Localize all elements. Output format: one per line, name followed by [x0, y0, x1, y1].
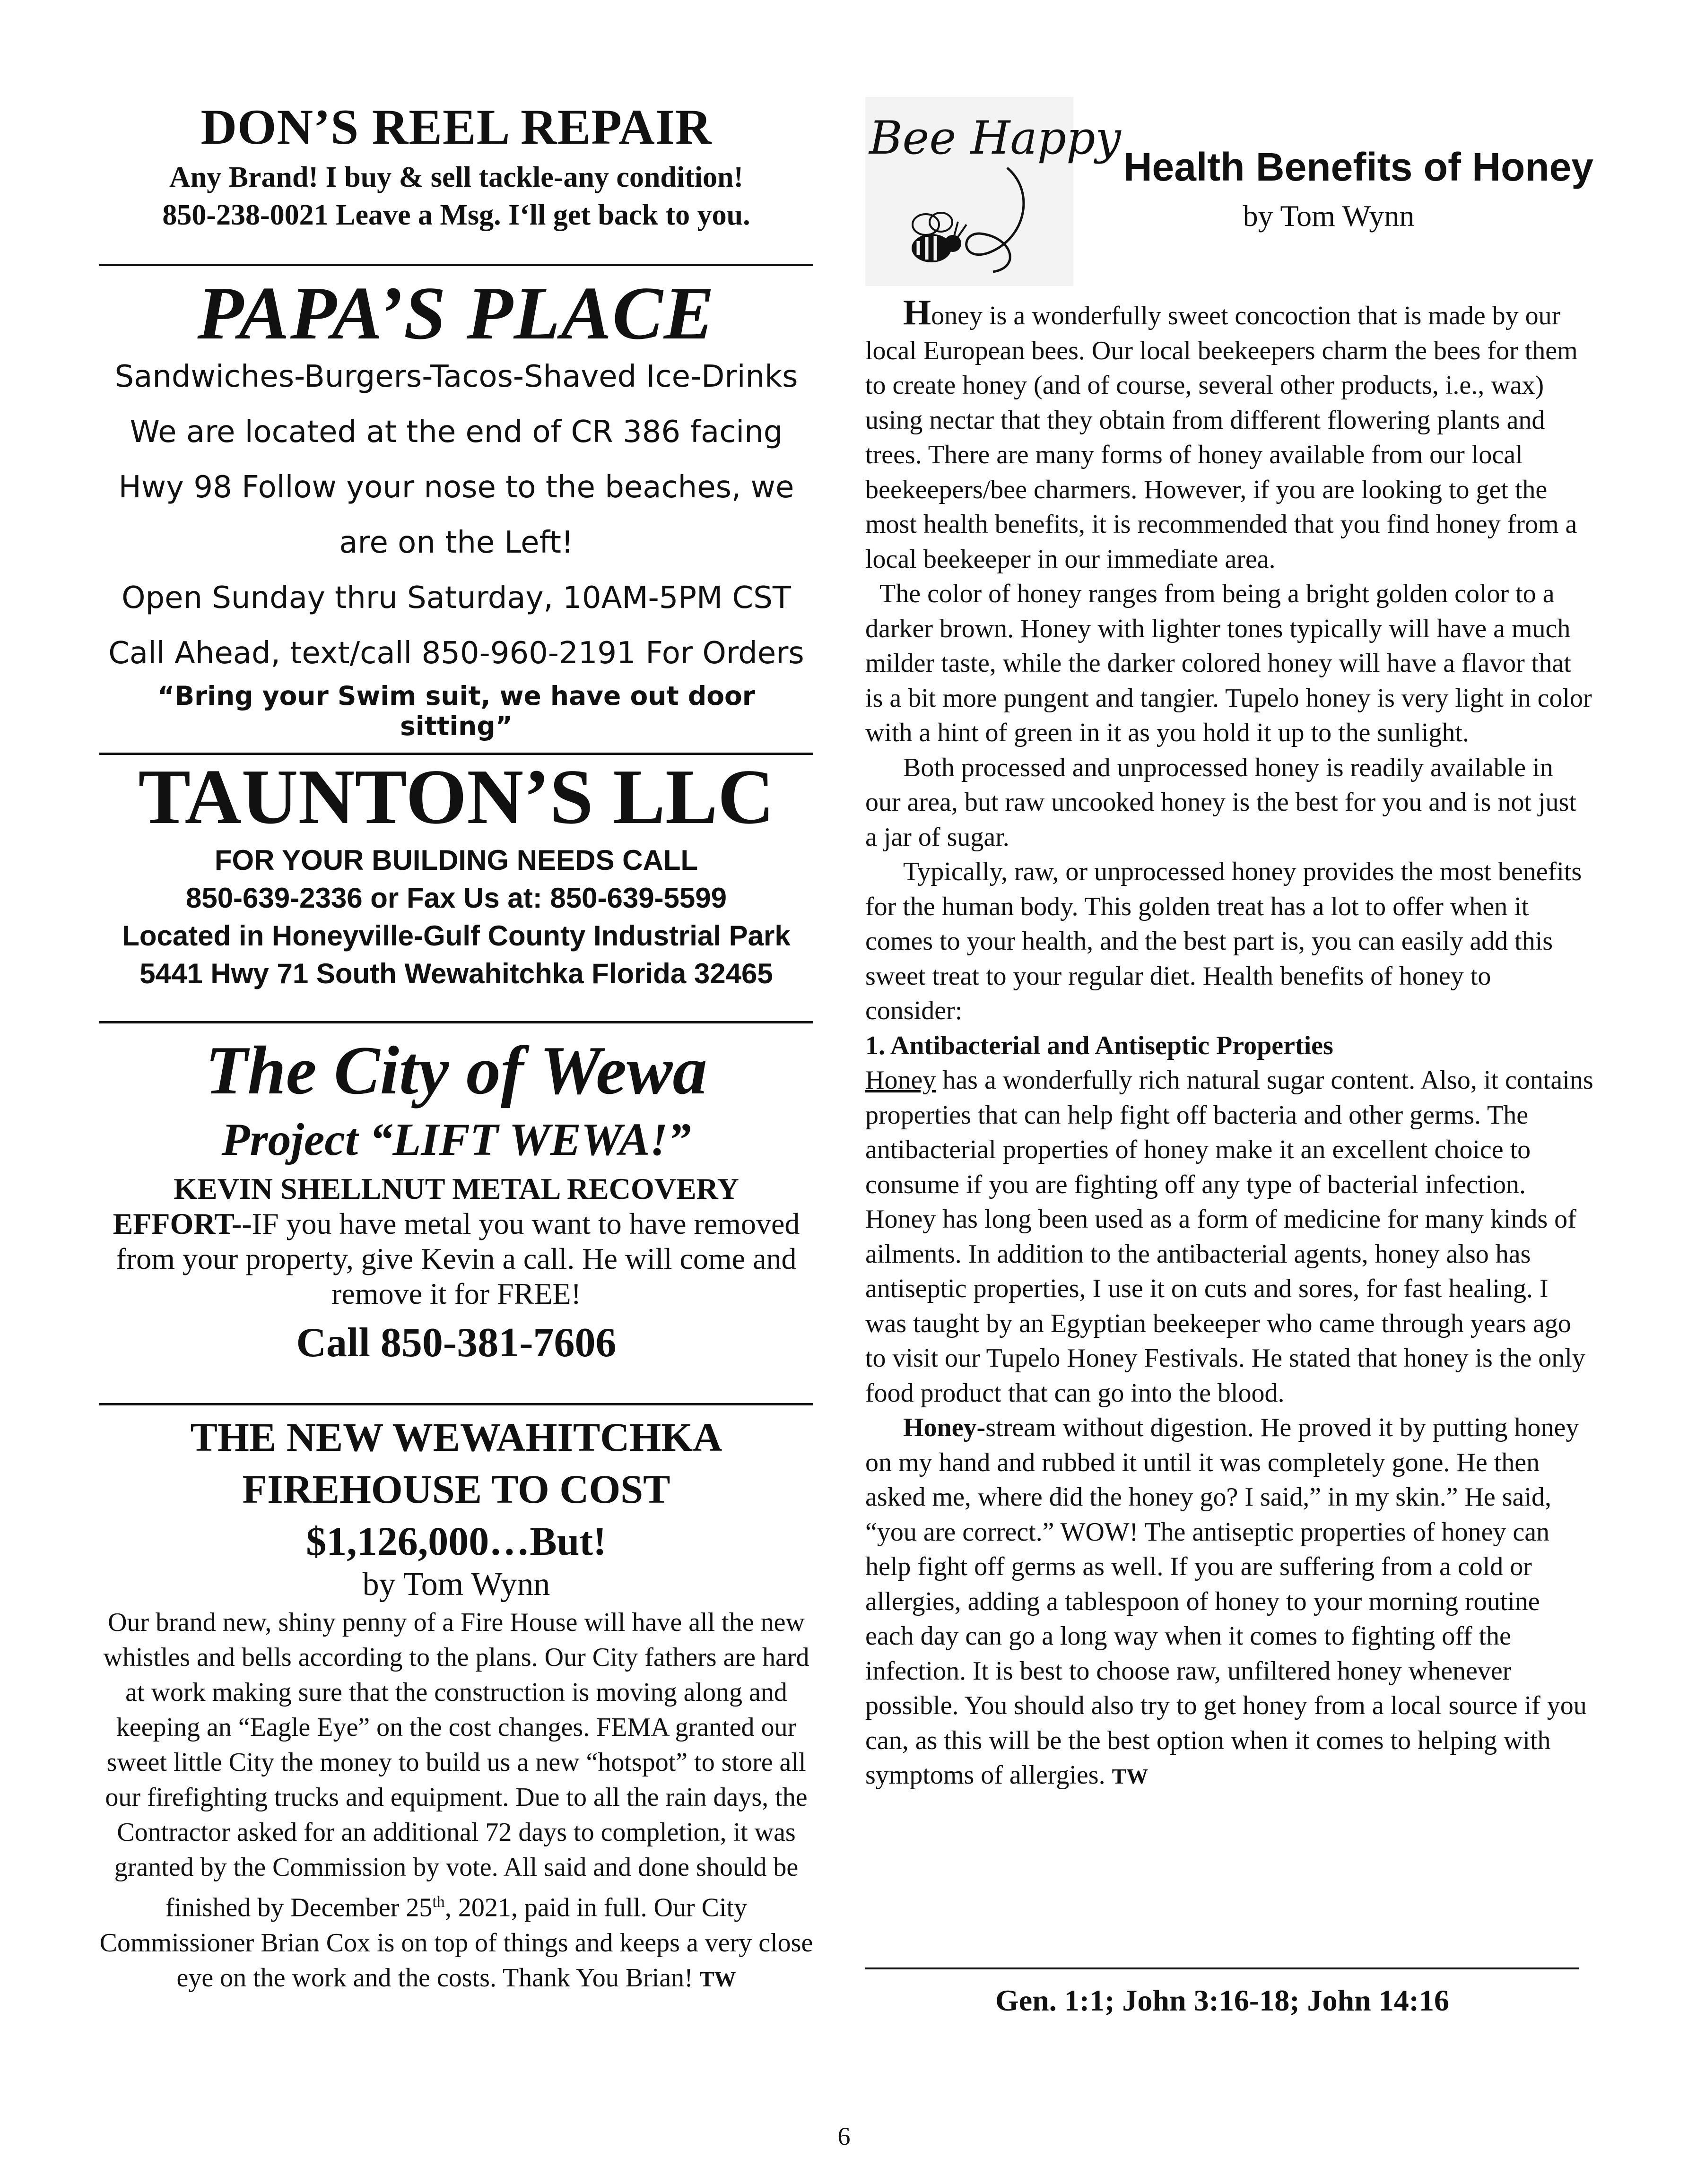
bee-happy-logo: [865, 97, 1121, 286]
article-paragraph-6: [865, 1411, 1593, 1794]
firehouse-byline: by Tom Wynn: [362, 1566, 550, 1603]
article-paragraph-5-text: has a wonderfully rich natural sugar content. Also, it contains properties that can help fight off bacteria and other germs. The antibacterial properties of honey make it an excellent choice to consume if you are fighting off any type of bacterial infection. Honey has long been used as a form of medicine for many kinds of ailments. In addition to the antibacterial agents, honey also has antiseptic properties, I use it on cuts and sores, for fast healing. I was taught by an Egyptian beekeeper who came through years ago to visit our Tupelo Honey Festivals. He stated that honey is the only food product that can go into the blood.: [865, 1066, 1593, 1408]
ordinal-suffix: th: [432, 1893, 445, 1911]
article-paragraph-2: The color of honey ranges from being a bright golden color to a darker brown. Honey with lighter tones typically will have a much milder taste, while the darker colored honey will have a flavor that is a bit more pungent and tangier. Tupelo honey is very light in color with a hint of green in it as you hold it up to the sunlight.: [865, 579, 1592, 747]
firehouse-headline-line-1: THE NEW WEWAHITCHKA: [190, 1414, 722, 1460]
metal-recovery-lead: KEVIN SHELLNUT METAL RECOVERY EFFORT--: [113, 1172, 739, 1240]
tauntons-llc-title: TAUNTON’S LLC: [138, 753, 774, 840]
taunton-line-3: Located in Honeyville-Gulf County Industrial Park: [122, 920, 791, 952]
city-of-wewa-title: The City of Wewa: [205, 1032, 707, 1109]
logo-text: Bee Happy: [869, 112, 1121, 165]
taunton-line-4: 5441 Hwy 71 South Wewahitchka Florida 32465: [139, 958, 773, 989]
article-subheading: 1. Antibacterial and Antiseptic Properties: [865, 1031, 1333, 1060]
taunton-line-1: FOR YOUR BUILDING NEEDS CALL: [214, 844, 698, 876]
papa-quote: “Bring your Swim suit, we have out door sitting”: [157, 681, 755, 741]
papa-line-3: Hwy 98 Follow your nose to the beaches, we: [118, 470, 794, 505]
article-paragraph-1: [865, 295, 1593, 577]
article-title: Health Benefits of Honey: [1123, 145, 1593, 189]
author-initials: TW: [699, 1967, 736, 1991]
firehouse-body-part-1: Our brand new, shiny penny of a Fire House will have all the new whistles and bells according to the plans. Our City fathers are hard at work making sure that the construction is moving along and keeping an “Eagle Eye” on the cost changes. FEMA granted our sweet little City the money to build us a new “hotspot” to store all our firefighting trucks and equipment. Due to all the rain days, the Contractor asked for an additional 72 days to completion, it was granted by the Commission by vote. All said and done should be finished by December 25: [103, 1608, 809, 1923]
author-initials: TW: [1112, 1764, 1149, 1788]
divider: [99, 1403, 813, 1405]
article-paragraph-4: Typically, raw, or unprocessed honey provides the most benefits for the human body. This golden treat has a lot to offer when it comes to your health, and the best part is, you can easily add this sweet treat to your regular diet. Health benefits of honey to consider:: [865, 857, 1582, 1025]
metal-recovery-text: [109, 1171, 804, 1311]
honey-bold-lead: Honey-: [903, 1413, 986, 1442]
papa-line-1: Sandwiches-Burgers-Tacos-Shaved Ice-Drinks: [114, 359, 798, 394]
metal-recovery-body: IF you have metal you want to have removed from your property, give Kevin a call. He will come and remove it for FREE!: [116, 1207, 800, 1310]
article-paragraph-1-text: oney is a wonderfully sweet concoction that is made by our local European bees. Our local beekeepers charm the bees for them to create honey (and of course, several other products, i.e., wax) using nectar that they obtain from different flowering plants and trees. There are many forms of honey available from our local beekeepers/bee charmers. However, if you are looking to get the most health benefits, it is recommended that you find honey from a local beekeeper in our immediate area.: [865, 301, 1578, 574]
papa-line-2: We are located at the end of CR 386 facing: [130, 415, 783, 450]
article-paragraph-3: Both processed and unprocessed honey is readily available in our area, but raw uncooked honey is the best for you and is not just a jar of sugar.: [865, 753, 1576, 852]
dons-line-1: Any Brand! I buy & sell tackle-any condition!: [169, 161, 744, 193]
scripture-reference: Gen. 1:1; John 3:16-18; John 14:16: [995, 1984, 1450, 2017]
article-paragraph-5: [865, 1063, 1593, 1411]
papa-line-5: Open Sunday thru Saturday, 10AM-5PM CST: [122, 581, 791, 615]
divider: [99, 264, 813, 266]
papa-line-4: are on the Left!: [339, 525, 574, 560]
papa-line-6: Call Ahead, text/call 850-960-2191 For Orders: [108, 636, 804, 671]
papas-place-title: PAPA’S PLACE: [197, 271, 715, 355]
article-byline: by Tom Wynn: [1243, 199, 1415, 233]
firehouse-body-part-2: , 2021, paid in full. Our City Commissioner Brian Cox is on top of things and keeps a very close eye on the work and the costs. Thank You Brian!: [99, 1893, 813, 1993]
divider: [99, 1021, 813, 1023]
page-number: 6: [837, 2122, 851, 2150]
article-paragraph-6-text: stream without digestion. He proved it by putting honey on my hand and rubbed it until it was completely gone. He then asked me, where did the honey go? I said,” in my skin.” He said, “you are correct.” WOW! The antiseptic properties of honey can help fight off germs as well. If you are suffering from a cold or allergies, adding a tablespoon of honey to your morning routine each day can go a long way when it comes to fighting off the infection. It is best to choose raw, unfiltered honey whenever possible. You should also try to get honey from a local source if you can, as this will be the best option when it comes to helping with symptoms of allergies.: [865, 1413, 1587, 1790]
bee-happy-logo-graphic: [865, 97, 1121, 286]
dons-line-2: 850-238-0021 Leave a Msg. I‘ll get back to you.: [162, 199, 750, 231]
drop-cap: H: [903, 293, 931, 332]
firehouse-headline-line-3: $1,126,000…But!: [306, 1518, 607, 1564]
taunton-line-2: 850-639-2336 or Fax Us at: 850-639-5599: [185, 882, 727, 914]
honey-underlined: Honey: [865, 1066, 936, 1095]
firehouse-headline-line-2: FIREHOUSE TO COST: [242, 1466, 670, 1512]
lift-wewa-subtitle: Project “LIFT WEWA!”: [221, 1114, 691, 1165]
divider: [865, 1967, 1579, 1969]
firehouse-headline: [99, 1411, 813, 1567]
dons-reel-repair-title: DON’S REEL REPAIR: [200, 99, 712, 155]
wewa-call-number: Call 850-381-7606: [296, 1320, 617, 1366]
honey-article: [865, 295, 1593, 1794]
firehouse-body: [99, 1605, 813, 1997]
